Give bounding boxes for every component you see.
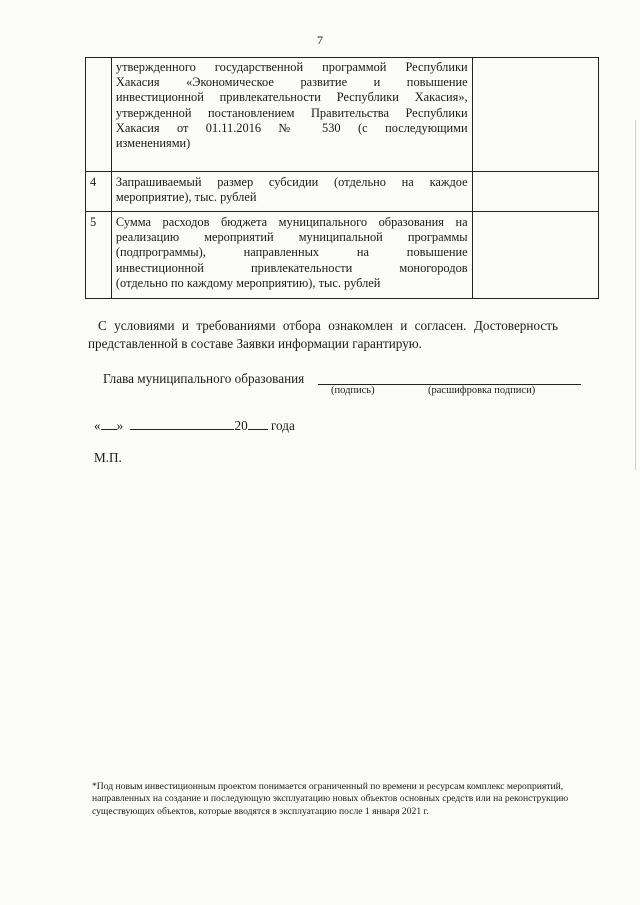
- text-line: инвестиционной привлекательности Республики Хакасия»,: [115, 90, 468, 105]
- row-description: [111, 172, 472, 212]
- stamp-place-label: М.П.: [94, 450, 122, 465]
- row-value-cell: [472, 212, 598, 299]
- row-description: [111, 58, 472, 172]
- signature-hint: (подпись): [331, 385, 375, 396]
- text-line: Хакасия «Экономическое развитие и повышение: [115, 75, 468, 90]
- row-number: [86, 58, 112, 172]
- text-line: утвержденной постановлением Правительства Республики: [115, 105, 468, 120]
- text-line: Запрашиваемый размер субсидии (отдельно на каждое: [115, 175, 468, 189]
- signature-label: Глава муниципального образования: [103, 371, 305, 386]
- scan-edge-mark: [635, 120, 636, 470]
- table-row: [86, 212, 599, 299]
- text-line: реализацию мероприятий муниципальной программы: [115, 230, 468, 245]
- year-word: года: [270, 418, 295, 433]
- text-line: Хакасия от 01.11.2016 № 530 (с последующими: [115, 120, 468, 135]
- year-prefix: 20: [234, 418, 248, 433]
- table-row: [86, 172, 599, 212]
- row-number: 4: [86, 172, 112, 212]
- table-row: [86, 58, 599, 172]
- day-blank: [101, 418, 117, 430]
- month-blank: [130, 418, 234, 430]
- application-table: [85, 57, 599, 299]
- open-quote: «: [94, 418, 101, 433]
- text-line: (подпрограммы), направленных на повышение: [115, 245, 468, 260]
- text-line: (отдельно по каждому мероприятию), тыс. рублей: [115, 275, 381, 290]
- agreement-paragraph: С условиями и требованиями отбора ознакомлен и согласен. Достоверность представленной в составе Заявки информации гарантирую.: [88, 318, 558, 351]
- text-line: мероприятие), тыс. рублей: [115, 190, 257, 205]
- row-value-cell: [472, 172, 598, 212]
- text-line: утвержденного государственной программой Республики: [115, 60, 468, 74]
- decode-hint: (расшифровка подписи): [428, 385, 536, 396]
- close-quote: »: [116, 418, 124, 433]
- text-line: изменениями): [115, 136, 191, 151]
- row-description: [111, 212, 472, 299]
- row-number: 5: [86, 212, 112, 299]
- footnote: *Под новым инвестиционным проектом понимается ограниченный по времени и ресурсам комплекс мероприятий, направленных на создание и последующую эксплуатацию новых объектов основных средств или на реконструкцию существующих объектов, которые вводятся в эксплуатацию после 1 января 2021 г.: [92, 781, 569, 817]
- year-blank: [248, 418, 268, 430]
- date-line: [94, 418, 295, 434]
- row-value-cell: [472, 58, 598, 172]
- page-number: 7: [317, 33, 323, 47]
- text-line: инвестиционной привлекательности моногородов: [115, 260, 468, 275]
- text-line: Сумма расходов бюджета муниципального образования на: [115, 215, 468, 229]
